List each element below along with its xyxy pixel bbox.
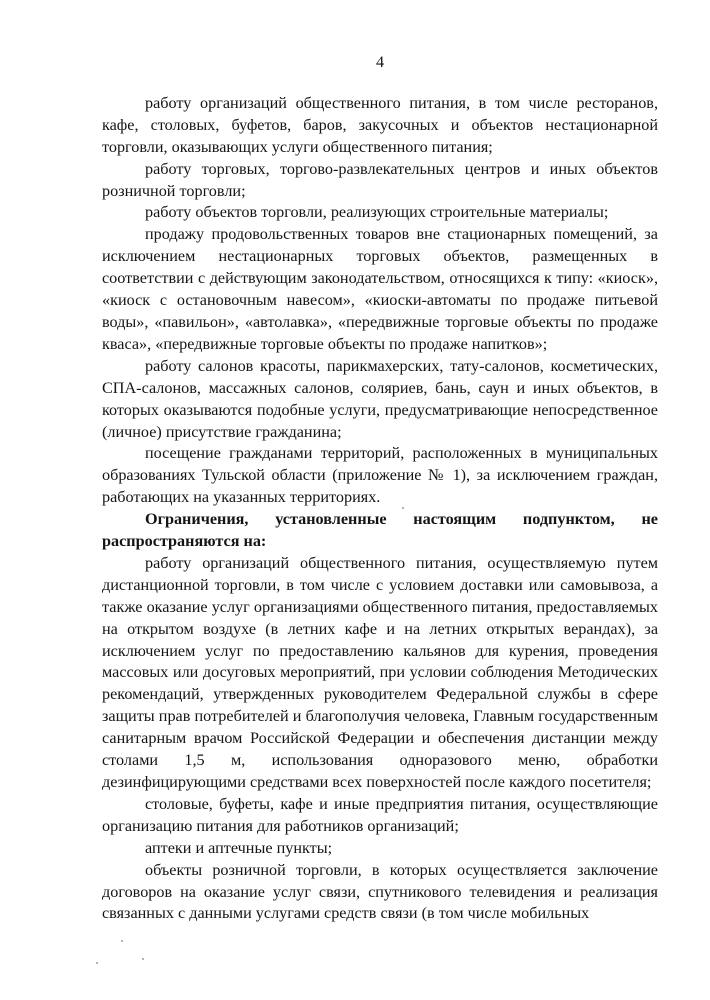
document-page	[102, 52, 658, 925]
scan-speck	[142, 958, 144, 960]
paragraph-food-sales: продажу продовольственных товаров вне стационарных помещений, за исключением нестационарных торговых объектов, размещенных в соответствии с действующим законодательством, относящихся к типу: «киоск», «киоск с остановочным навесом», «киоски-автоматы по продаже питьевой воды», «павильон», «автолавка», «передвижные торговые объекты по продаже кваса», «передвижные торговые объекты по продаже напитков»;	[102, 225, 658, 353]
paragraph-territory-visits: посещение гражданами территорий, расположенных в муниципальных образованиях Тульской области (приложение № 1), за исключением граждан, работающих на указанных территориях.	[102, 444, 658, 507]
exception-remote-catering: работу организаций общественного питания, осуществляемую путем дистанционной торговли, в том числе с условием доставки или самовывоза, а также оказание услуг организациями общественного питания, предоставляемых на открытом воздухе (в летних кафе и на летних открытых верандах), за исключением услуг по предоставлению кальянов для курения, проведения массовых или досуговых мероприятий, при условии соблюдения Методических рекомендаций, утвержденных руководителем Федеральной службы в сфере защиты прав потребителей и благополучия человека, Главным государственным санитарным врачом Российской Федерации и обеспечения дистанции между столами 1,5 м, использования одноразового меню, обработки дезинфицирующими средствами всех поверхностей после каждого посетителя;	[102, 553, 658, 791]
scan-speck	[402, 507, 404, 509]
paragraph-catering: работу организаций общественного питания, в том числе ресторанов, кафе, столовых, буфетов, баров, закусочных и объектов нестационарной торговли, оказывающих услуги общественного питания;	[102, 93, 658, 156]
paragraph-building-materials: работу объектов торговли, реализующих строительные материалы;	[145, 203, 609, 222]
exception-staff-canteens: столовые, буфеты, кафе и иные предприятия питания, осуществляющие организацию питания для работников организаций;	[102, 794, 658, 835]
page-number: 4	[375, 53, 385, 71]
scan-speck	[121, 940, 123, 942]
exceptions-heading: Ограничения, установленные настоящим подпунктом, не распространяются на:	[102, 510, 658, 551]
exception-telecom-retail: объекты розничной торговли, в которых осуществляется заключение договоров на оказание услуг связи, спутникового телевидения и реализация связанных с данными услугами средств связи (в том числе мобильных	[102, 860, 658, 923]
exception-pharmacies: аптеки и аптечные пункты;	[145, 838, 333, 857]
paragraph-shopping-centers: работу торговых, торгово-развлекательных центров и иных объектов розничной торговли;	[102, 159, 658, 200]
paragraph-beauty-salons: работу салонов красоты, парикмахерских, тату-салонов, косметических, СПА-салонов, массажных салонов, соляриев, бань, саун и иных объектов, в которых оказываются подобные услуги, предусматривающие непосредственное (личное) присутствие гражданина;	[102, 356, 658, 441]
scan-speck	[96, 962, 98, 964]
